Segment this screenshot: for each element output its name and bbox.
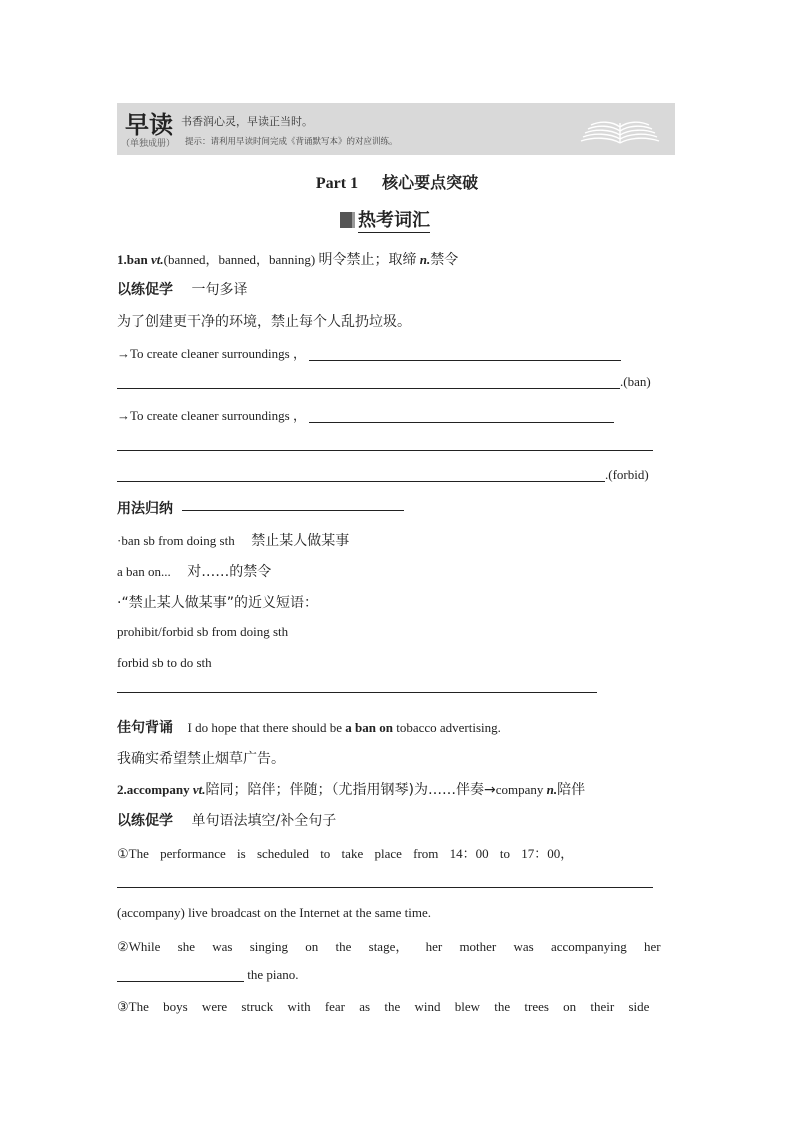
question-3: ③The boys were struck with fear as the wind blew the trees on their side [117,999,650,1014]
good-sentence [117,717,501,737]
part-name: 核心要点突破 [382,173,479,192]
meaning: 明令禁止；取缔 [318,252,417,268]
good-sentence-translation: 我确实希望禁止烟草广告。 [117,751,285,767]
part-of-speech: vt. [150,252,164,267]
usage-en: ·ban sb from doing sth [117,533,235,548]
related-pos: n. [546,782,558,797]
translation-prefix: →To create cleaner surroundings ， [117,346,306,361]
section-heading [340,206,430,234]
question-2-cont [117,967,299,983]
answer-blank[interactable] [309,408,614,423]
banner-subtitle: （单独成册） [121,139,176,149]
question-1: ①The performance is scheduled to take place from 14：00 to 17：00， [117,846,574,861]
translation-prefix: →To create cleaner surroundings ， [117,408,306,423]
hint-forbid: .(forbid) [605,467,649,482]
usage-label: 用法归纳 [117,501,173,517]
usage-item: forbid sb to do sth [117,655,212,670]
practice-sentence: 为了创建更干净的环境，禁止每个人乱扔垃圾。 [117,314,411,330]
word-forms: (banned，banned，banning) [163,252,316,267]
usage-item [117,561,271,581]
usage-heading [117,498,173,518]
part-of-speech: vt. [192,782,206,797]
sentence-highlight: a ban on [345,720,393,735]
answer-blank[interactable] [117,873,653,888]
part-title [0,170,794,193]
translation-line-2 [117,405,614,424]
banner-title: 早读 [125,111,173,139]
headword: 1.ban [117,252,148,267]
banner-tip: 提示：请利用早读时间完成《背诵默写本》的对应训练。 [185,137,398,147]
entry-ban [117,249,458,269]
noun-pos: n. [419,252,431,267]
answer-blank[interactable] [309,346,621,361]
usage-item: prohibit/forbid sb from doing sth [117,624,289,639]
practice-heading [117,279,248,299]
heading-marker-icon [340,212,352,228]
related-meaning: 陪伴 [557,782,586,798]
sentence-part: I do hope that there should be [187,720,346,735]
answer-blank[interactable] [117,374,620,389]
meaning: 陪同；陪伴；伴随；（尤指用钢琴)为……伴奏→ [205,782,496,798]
banner-slogan: 书香润心灵，早读正当时。 [181,115,313,128]
usage-en: a ban on... [117,564,171,579]
question-1-blank-line [117,873,653,889]
practice-heading [117,810,336,830]
practice-type: 一句多译 [191,282,248,298]
section-heading-text: 热考词汇 [358,210,430,231]
related-word: company [495,782,544,797]
entry-accompany [117,779,585,799]
question-2-tail: the piano. [244,967,299,982]
practice-type: 单句语法填空/补全句子 [191,813,337,829]
translation-line-2-cont [117,467,649,483]
headword: 2.accompany [117,782,190,797]
usage-item [117,530,349,550]
part-number: Part 1 [315,175,359,192]
answer-blank[interactable] [117,467,605,482]
sentence-part: tobacco advertising. [392,720,501,735]
usage-item: ·“禁止某人做某事”的近义短语： [117,595,318,611]
question-1-cont: (accompany) live broadcast on the Internet at the same time. [117,905,432,920]
practice-label: 以练促学 [117,813,173,829]
good-sentence-label: 佳句背诵 [117,720,173,736]
hint-ban: .(ban) [620,374,651,389]
usage-cn: 对……的禁令 [187,564,272,580]
translation-line-1-cont [117,374,651,390]
answer-blank[interactable] [117,967,244,982]
usage-cn: 禁止某人做某事 [251,533,350,549]
translation-line-2-mid [117,436,653,452]
answer-blank[interactable] [117,436,653,451]
morning-reading-banner [117,103,675,155]
translation-line-1 [117,343,621,362]
practice-label: 以练促学 [117,282,173,298]
open-book-icon [575,109,665,149]
usage-divider [182,510,404,511]
question-2: ②While she was singing on the stage， her mother was accompanying her [117,939,661,954]
noun-meaning: 禁令 [430,252,459,268]
usage-bottom-divider [117,692,597,693]
